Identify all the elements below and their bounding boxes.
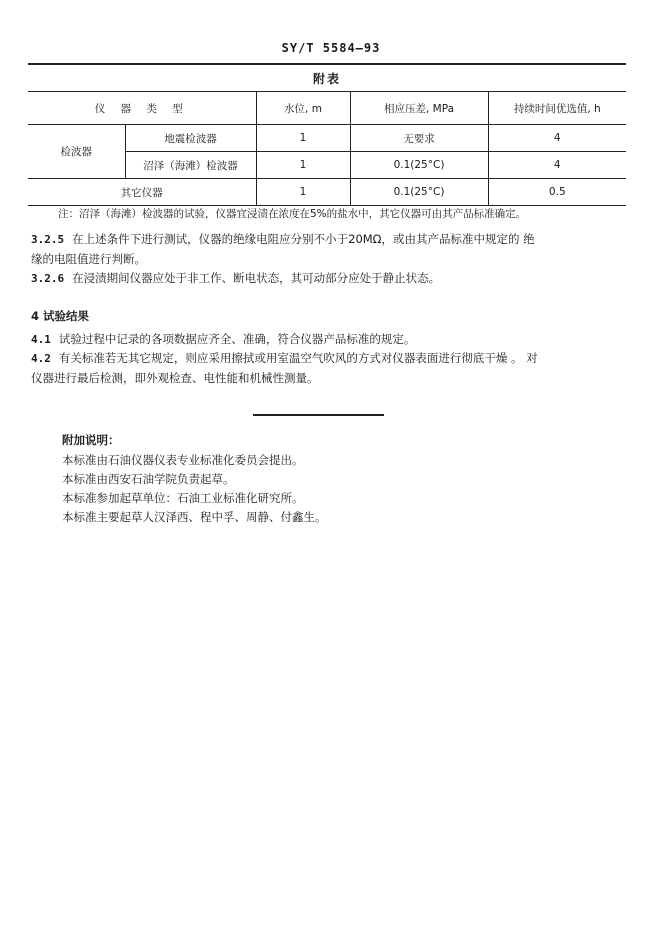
table-header-row [28,92,626,125]
clause-number: 4.2 [31,352,51,365]
standard-code: SY/T 5584—93 [281,41,381,55]
row-type: 地震检波器 [125,125,256,152]
clause-4-1 [31,332,415,347]
row-duration: 0.5 [488,179,626,206]
clause-number: 4.1 [31,333,51,346]
section-title: 4 试验结果 [31,309,90,323]
clause-number: 3.2.5 [31,233,65,246]
clause-4-2-continued: 仪器进行最后检测，即外观检查、电性能和机械性测量。 [31,371,319,385]
row-water-level: 1 [256,152,350,179]
table-note: 注：沼泽（海滩）检波器的试验，仪器宜浸渍在浓度在5%的盐水中，其它仪器可由其产品标准确定。 [58,208,527,220]
clause-3-2-6 [31,271,440,286]
appendix-line: 本标准由西安石油学院负责起草。 [62,472,235,486]
divider-rule [253,414,384,416]
row-water-level: 1 [256,125,350,152]
column-header-type: 仪 器 类 型 [28,92,256,125]
clause-text: 在浸渍期间仪器应处于非工作、断电状态，其可动部分应处于静止状态。 [72,271,441,285]
clause-3-2-5 [31,232,535,247]
table-row [28,125,626,152]
appendix-title: 附加说明： [62,433,120,447]
table-caption: 附表 [313,71,342,86]
appendix-line: 本标准参加起草单位：石油工业标准化研究所。 [62,491,304,505]
clause-number: 3.2.6 [31,272,65,285]
clause-text: 在上述条件下进行测试，仪器的绝缘电阻应分别不小于20MΩ，或由其产品标准中规定的 绝 [72,232,535,246]
row-water-level: 1 [256,179,350,206]
column-header-water-level: 水位, m [256,92,350,125]
table-row [28,179,626,206]
row-type: 其它仪器 [28,179,256,206]
group-label: 检波器 [60,146,92,158]
row-type: 沼泽（海滩）检波器 [125,152,256,179]
clause-3-2-5-continued: 缘的电阻值进行判断。 [31,252,146,266]
appendix-table [28,65,626,206]
table-caption-row [28,65,626,92]
row-pressure: 0.1(25°C) [350,152,488,179]
row-pressure: 0.1(25°C) [350,179,488,206]
appendix-table-wrapper [28,65,626,206]
appendix-line: 本标准主要起草人汉泽西、程中孚、周静、付鑫生。 [62,510,327,524]
appendix-line: 本标准由石油仪器仪表专业标准化委员会提出。 [62,453,304,467]
column-header-pressure: 相应压差, MPa [350,92,488,125]
row-duration: 4 [488,152,626,179]
clause-text: 有关标准若无其它规定，则应采用擦拭或用室温空气吹风的方式对仪器表面进行彻底干燥 。 对 [58,351,538,365]
clause-4-2 [31,351,538,366]
clause-text: 试验过程中记录的各项数据应齐全、准确，符合仪器产品标准的规定。 [58,332,416,346]
row-duration: 4 [488,125,626,152]
column-header-duration: 持续时间优选值, h [488,92,626,125]
row-pressure: 无要求 [350,125,488,152]
